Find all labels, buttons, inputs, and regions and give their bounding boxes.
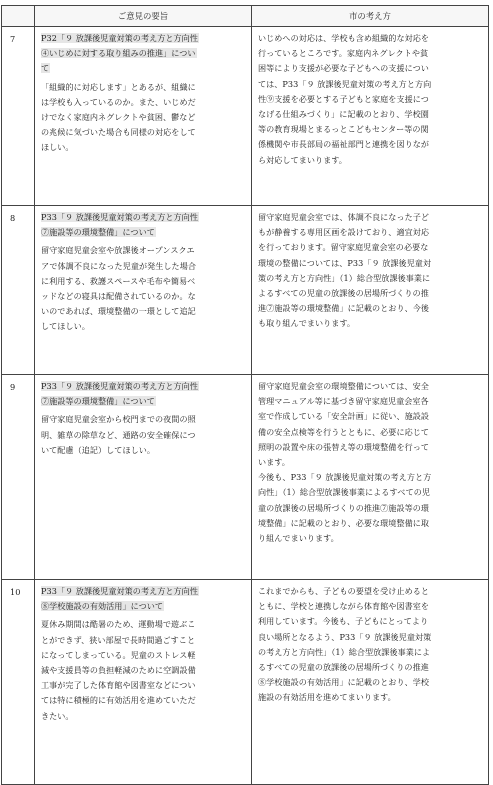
answer-line: 行っているところです。家庭内ネグレクトや貧: [258, 48, 429, 59]
opinion-heading-line: P33「９ 放課後児童対策の考え方と方向性: [41, 212, 198, 222]
opinion-heading-line: P32「９ 放課後児童対策の考え方と方向性: [41, 33, 198, 43]
opinion-body: [41, 412, 247, 458]
opinion-line: 「組織的に対応します」とあるが、組織に: [41, 81, 196, 92]
opinion-line: アで体調不良になった児童が発生した場合: [41, 260, 196, 271]
answer-content: [252, 580, 488, 710]
answer-line: ら対応してまいります。: [258, 154, 347, 165]
answer-line: ⑧学校施設の有効活用」に記載のとおり、学校: [258, 677, 430, 688]
opinion-content: [35, 375, 251, 462]
opinion-line: ては特に積極的に有効活用を進めていただ: [41, 695, 196, 706]
table-body: [2, 27, 489, 785]
opinion-heading-line: P33「９ 放課後児童対策の考え方と方向性: [41, 381, 198, 391]
opinion-heading-row: [41, 394, 247, 409]
answer-cell: [252, 27, 489, 206]
row-number: 10: [2, 580, 35, 785]
opinion-cell: [35, 27, 252, 206]
answer-cell: [252, 375, 489, 580]
answer-line: よるすべての児童の放課後の居場所づくりの推: [258, 288, 429, 299]
answer-line: 良い場所となるよう、P33「９ 放課後児童対策: [258, 631, 432, 642]
table-row: [2, 27, 489, 206]
opinion-heading-row: [41, 379, 247, 394]
opinion-line: とができず、狭い部屋で長時間過ごすこと: [41, 634, 196, 645]
opinion-line: 工事が完了した体育館や図書室などについ: [41, 680, 196, 691]
opinion-content: [35, 206, 251, 339]
opinion-line: になってしまっている。児童のストレス軽: [41, 649, 196, 660]
answer-line: 管理マニュアル等に基づき留守家庭児童会室各: [258, 396, 429, 407]
row-number: 7: [2, 27, 35, 206]
opinion-line: に利用する、救護スペースや毛布や簡易ベ: [41, 275, 196, 286]
table-row: [2, 580, 489, 785]
opinion-heading-row: [41, 599, 247, 614]
answer-line: 留守家庭児童会室では、体調不良になった子ど: [258, 212, 430, 222]
answer-line: 性⑨支援を必要とする子どもと家庭を支援につ: [258, 93, 429, 104]
answer-line: 係機関や市長部局の福祉部門と連携を図りなが: [258, 139, 430, 150]
opinion-line: 留守家庭児童会室や放課後オープンスクエ: [41, 245, 195, 256]
answer-line: いじめへの対応は、学校も含め組織的な対応を: [258, 33, 430, 43]
opinion-line: の兆候に気づいた場合も同様の対応をして: [41, 127, 196, 138]
opinion-line: は学校も入っているのか。また、いじめだ: [41, 96, 196, 107]
header-answer: 市の考え方: [252, 6, 489, 27]
answer-line: の考え方と方向性」（1）総合型放課後事業によ: [258, 646, 431, 657]
answer-line: 策の考え方と方向性」（1）総合型放課後事業に: [258, 272, 431, 283]
answer-content: [252, 206, 488, 336]
answer-line: 環境の整備については、P33「９ 放課後児童対: [258, 257, 432, 268]
row-number: 9: [2, 375, 35, 580]
opinion-line: してほしい。: [41, 321, 90, 332]
answer-line: 向性」（1）総合型放課後事業によるすべての児: [258, 487, 431, 498]
opinion-heading-line: ⑦施設等の環境整備」について: [41, 227, 155, 238]
answer-line: なげる仕組みづくり」に記載のとおり、学校園: [258, 109, 429, 120]
answer-line: ては、P33「９ 放課後児童対策の考え方と方向: [258, 78, 432, 89]
answer-content: [252, 27, 488, 172]
answer-line: るすべての児童の放課後の居場所づくりの推進: [258, 662, 429, 673]
opinion-line: いて配慮（追記）してほしい。: [41, 444, 156, 455]
opinion-cell: [35, 206, 252, 375]
opinion-heading-line: ⑦施設等の環境整備」について: [41, 396, 155, 407]
answer-cell: [252, 206, 489, 375]
opinion-heading-row: [41, 61, 247, 76]
answer-line: これまでからも、子どもの要望を受け止めると: [258, 586, 430, 596]
table-row: [2, 375, 489, 580]
answer-line: もが静養する専用区画を設けており、適宜対応: [258, 227, 430, 238]
opinion-body: [41, 617, 247, 723]
answer-line: 留守家庭児童会室の環境整備については、安全: [258, 381, 429, 391]
opinion-line: 減や支援員等の負担軽減のために空調設備: [41, 665, 196, 676]
answer-line: 困等により支援が必要な子どもへの支援につい: [258, 63, 429, 74]
opinion-line: けでなく家庭内ネグレクトや貧困、鬱など: [41, 112, 196, 123]
opinion-line: 夏休み期間は酷暑のため、運動場で遊ぶこ: [41, 619, 196, 630]
answer-line: 室で作成している「安全計画」に従い、施設設: [258, 411, 430, 422]
answer-line: 施設の有効活用を進めてまいります。: [258, 692, 396, 703]
opinion-heading-line: ④いじめに対する取り組みの推進」につい: [41, 48, 196, 59]
opinion-body: [41, 80, 247, 156]
answer-line: り組んでまいります。: [258, 533, 339, 544]
answer-line: 進⑦施設等の環境整備」に記載のとおり、今後: [258, 303, 430, 314]
header-opinion: ご意見の要旨: [35, 6, 252, 27]
answer-line: 今後も、P33「９ 放課後児童対策の考え方と方: [258, 472, 432, 483]
opinion-content: [35, 580, 251, 728]
header-number: [2, 6, 35, 27]
opinion-table: [1, 5, 489, 785]
opinion-cell: [35, 375, 252, 580]
answer-cell: [252, 580, 489, 785]
answer-line: います。: [258, 457, 290, 468]
opinion-heading-line: て: [41, 63, 50, 74]
opinion-heading-row: [41, 584, 247, 599]
opinion-cell: [35, 580, 252, 785]
opinion-heading-line: P33「９ 放課後児童対策の考え方と方向性: [41, 586, 198, 596]
opinion-heading-line: ⑧学校施設の有効活用」について: [41, 601, 163, 612]
opinion-heading-row: [41, 46, 247, 61]
opinion-heading-row: [41, 31, 247, 46]
opinion-line: 明、雑草の除草など、通路の安全確保につ: [41, 429, 196, 440]
opinion-line: ッドなどの寝具は配備されているのか。な: [41, 291, 196, 302]
opinion-heading-row: [41, 225, 247, 240]
opinion-heading-row: [41, 210, 247, 225]
answer-line: 利用しています。今後も、子どもにとってより: [258, 616, 429, 627]
answer-line: 備の安全点検等を行うとともに、必要に応じて: [258, 426, 430, 437]
answer-line: ともに、学校と連携しながら体育館や図書室を: [258, 601, 430, 612]
answer-line: を行っております。留守家庭児童会室の必要な: [258, 242, 429, 253]
opinion-line: 留守家庭児童会室から校門までの夜間の照: [41, 414, 196, 425]
row-number: 8: [2, 206, 35, 375]
answer-line: 境整備」に記載のとおり、必要な環境整備に取: [258, 517, 430, 528]
opinion-body: [41, 243, 247, 334]
opinion-line: ほしい。: [41, 142, 74, 153]
answer-line: も取り組んでまいります。: [258, 318, 356, 329]
opinion-line: いのであれば、環境整備の一環として追記: [41, 306, 196, 317]
answer-line: 等の教育現場とまるっとこどもセンター等の関: [258, 124, 429, 135]
table-header-row: [2, 6, 489, 27]
opinion-content: [35, 27, 251, 160]
answer-line: 童の放課後の居場所づくりの推進⑦施設等の環: [258, 502, 430, 513]
answer-line: 照明の設置や床の張替え等の環境整備を行って: [258, 441, 430, 452]
opinion-line: きたい。: [41, 710, 74, 721]
table-row: [2, 206, 489, 375]
answer-content: [252, 375, 488, 550]
